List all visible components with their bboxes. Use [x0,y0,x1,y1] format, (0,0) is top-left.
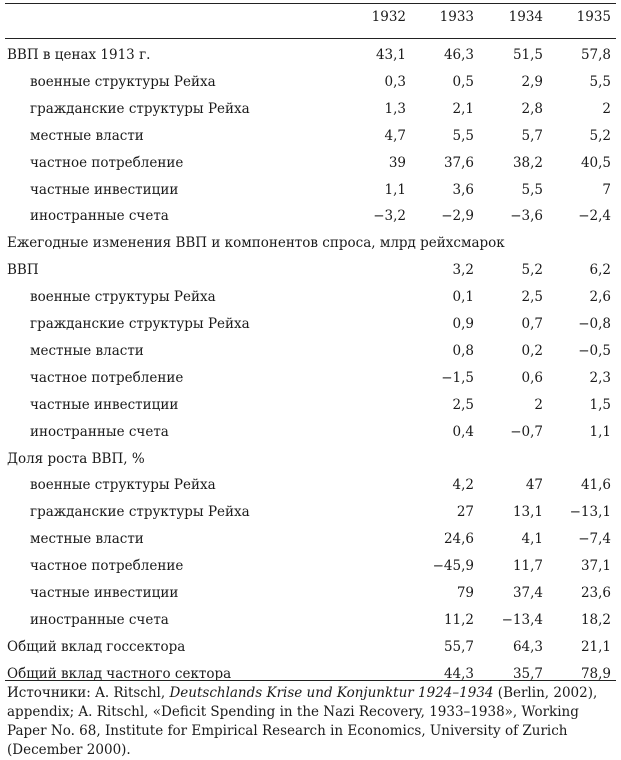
table-row [0,69,621,95]
table-cell: 21,1 [580,638,611,655]
table-row [0,634,621,660]
table-cell: 37,1 [580,558,611,575]
table-cell: −13,4 [501,611,543,628]
table-cell: 18,2 [580,611,611,628]
table-cell: 5,5 [452,127,474,144]
bottom-rule [5,680,616,681]
table-cell: 11,2 [443,611,474,628]
table-cell: 4,2 [452,477,474,494]
table-cell: 40,5 [580,154,611,171]
row-label: иностранные счета [30,423,169,440]
row-label: местные власти [30,342,144,359]
row-label: частные инвестиции [30,585,179,601]
row-label: гражданские структуры Рейха [30,100,250,117]
table-cell: 2,8 [521,100,543,117]
table-row [0,338,621,364]
table-cell: 27 [456,504,474,521]
table-row [0,419,621,445]
table-cell: 5,7 [521,127,543,144]
row-label: частные инвестиции [30,396,179,413]
section-title-row [0,446,621,472]
table-cell: 57,8 [580,47,611,63]
table-cell: 4,1 [521,531,543,548]
table-cell: 55,7 [443,638,474,655]
table-row [0,392,621,418]
table-cell: 1,5 [589,396,611,413]
table-cell: −0,5 [578,342,611,359]
table-cell: 7 [602,181,611,198]
table-cell: 5,5 [521,181,543,198]
table-cell: 1,1 [589,423,611,440]
table-row [0,526,621,552]
top-rule [5,3,616,4]
table-cell: 1,3 [384,100,406,117]
row-label: иностранные счета [30,611,169,628]
table-cell: 2,6 [589,289,611,306]
table-cell: 39 [388,154,406,171]
row-label: военные структуры Рейха [30,289,216,306]
table-cell: 2,5 [452,396,474,413]
row-label: местные власти [30,127,144,144]
table-row [0,123,621,149]
source-note [7,684,611,760]
row-label: военные структуры Рейха [30,73,216,90]
row-label: Общий вклад госсектора [7,638,186,655]
table-cell: −1,5 [441,369,474,386]
section-title-row [0,230,621,256]
section-title-row [0,42,621,68]
table-cell: 24,6 [443,531,474,548]
table-row [0,177,621,203]
table-cell: 79 [456,585,474,601]
table-row [0,150,621,176]
table-row [0,580,621,606]
table-cell: 1,1 [384,181,406,198]
section-title: ВВП в ценах 1913 г. [7,47,151,63]
table-row [0,607,621,633]
table-cell: −7,4 [578,531,611,548]
table-cell: −45,9 [432,558,474,575]
table-cell: 0,8 [452,342,474,359]
table-cell: 46,3 [443,47,474,63]
table-cell: 5,2 [521,262,543,279]
table-cell: −0,8 [578,316,611,332]
table-cell: 2,5 [521,289,543,306]
row-label: ВВП [7,262,39,279]
row-label: гражданские структуры Рейха [30,316,250,332]
table-row [0,284,621,310]
section-title: Доля роста ВВП, % [7,450,145,467]
table-cell: 0,3 [384,73,406,90]
row-label: частное потребление [30,154,184,171]
table-cell: −0,7 [510,423,543,440]
table-row [0,472,621,498]
row-label: частное потребление [30,369,184,386]
section-title: Ежегодные изменения ВВП и компонентов спроса, млрд рейхсмарок [7,235,505,252]
year-1932: 1932 [371,9,406,25]
year-1935: 1935 [576,9,611,25]
row-label: частные инвестиции [30,181,179,198]
table-cell: 37,6 [443,154,474,171]
table-cell: 0,6 [521,369,543,386]
table-row [0,661,621,687]
source-prefix: Источники: A. Ritschl, [7,685,170,701]
table-cell: 3,6 [452,181,474,198]
table-cell: 2,1 [452,100,474,117]
table-cell: 0,2 [521,342,543,359]
table-row [0,96,621,122]
table-cell: 0,4 [452,423,474,440]
source-book-title: Deutschlands Krise und Konjunktur 1924–1934 [169,685,494,701]
table-cell: 78,9 [580,665,611,682]
table-cell: 13,1 [512,504,543,521]
table-cell: 2,9 [521,73,543,90]
table-cell: 3,2 [452,262,474,279]
table-cell: 0,7 [521,316,543,332]
table-cell: 23,6 [580,585,611,601]
table-cell: 51,5 [512,47,543,63]
table-cell: 0,1 [452,289,474,306]
table-cell: 5,5 [589,73,611,90]
table-cell: 11,7 [512,558,543,575]
table-cell: 41,6 [580,477,611,494]
row-label: гражданские структуры Рейха [30,504,250,521]
source-rest: (Berlin, 2002), appendix; A. Ritschl, «Deficit Spending in the Nazi Recovery, 1933–1938», Working Paper No. 68, Institute for Empirical Research in Economics, University of Zurich (December 2000). [7,685,598,758]
table-cell: 0,5 [452,73,474,90]
table-row [0,203,621,229]
row-label: иностранные счета [30,208,169,225]
row-label: Общий вклад частного сектора [7,665,232,682]
table-cell: −2,9 [441,208,474,225]
row-label: частное потребление [30,558,184,575]
table-cell: 5,2 [589,127,611,144]
table-cell: 38,2 [512,154,543,171]
table-row [0,553,621,579]
table-cell: 0,9 [452,316,474,332]
year-1933: 1933 [439,9,474,25]
table-cell: 37,4 [512,585,543,601]
table-cell: 2 [534,396,543,413]
year-1934: 1934 [508,9,543,25]
table-cell: 64,3 [512,638,543,655]
header-rule [5,38,616,39]
table-row [0,311,621,337]
table-cell: 44,3 [443,665,474,682]
table-cell: −13,1 [569,504,611,521]
table-cell: 2,3 [589,369,611,386]
table-cell: 2 [602,100,611,117]
table-row [0,257,621,283]
table-cell: 47 [525,477,543,494]
table-row [0,499,621,525]
row-label: местные власти [30,531,144,548]
table-cell: 35,7 [512,665,543,682]
table-cell: 4,7 [384,127,406,144]
table-cell: −3,2 [373,208,406,225]
table-cell: −2,4 [578,208,611,225]
table-row [0,365,621,391]
table-cell: 6,2 [589,262,611,279]
row-label: военные структуры Рейха [30,477,216,494]
table-cell: −3,6 [510,208,543,225]
table-cell: 43,1 [375,47,406,63]
